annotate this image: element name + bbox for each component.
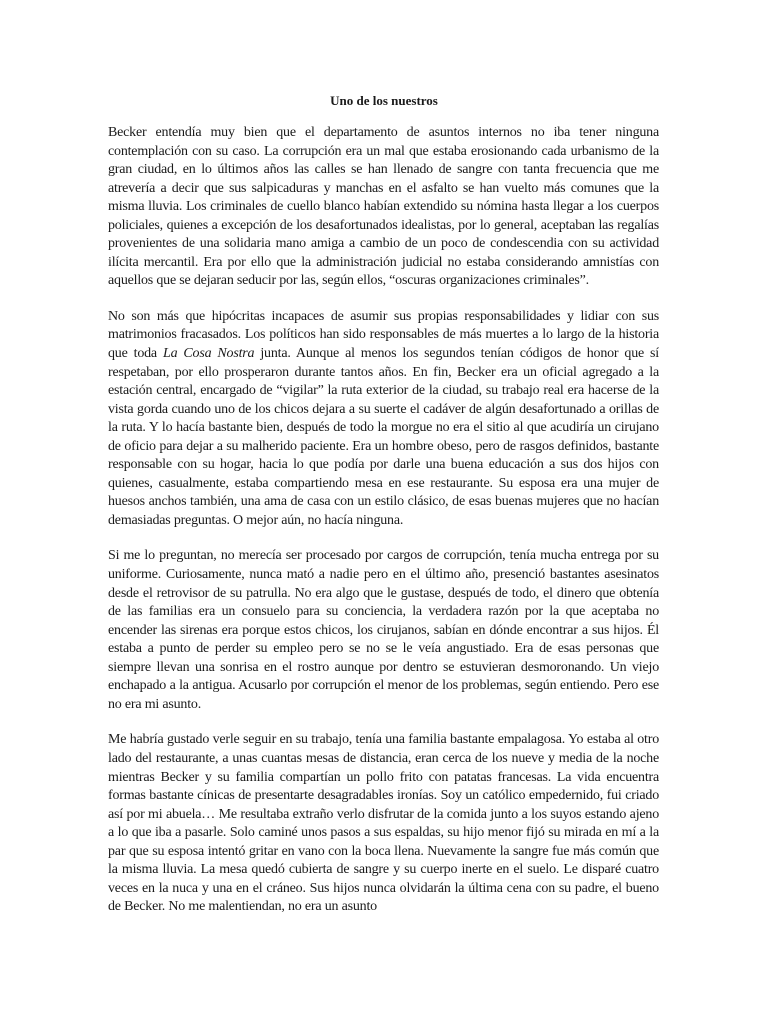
paragraph-text: No son más que hipócritas incapaces de asumir sus propias responsabilidades y lidiar con sus matrimonios fracasados. Los políticos han sido responsables de más muertes a lo largo de la historia que toda <box>108 308 659 362</box>
paragraph-text: Becker entendía muy bien que el departamento de asuntos internos no iba tener ninguna contemplación con su caso. La corrupción era un mal que estaba erosionando cada urbanismo de la gran ciudad, en lo últimos años las calles se han llenado de sangre con tanta frecuencia que me atrevería a decir que sus salpicaduras y manchas en el asfalto se han vuelto más comunes que la misma lluvia. Los criminales de cuello blanco habían extendido su nómina hasta llegar a los cuerpos policiales, quienes a excepción de los desafortunados idealistas, por lo general, aceptaban las regalías provenientes de una solidaria mano amiga a cambio de un poco de condescendia con su actividad ilícita mercantil. Era por ello que la administración judicial no estaba considerando amnistías con aquellos que se dejaran seducir por las, según ellos, “oscuras organizaciones criminales”. <box>108 125 659 289</box>
paragraph-2 <box>108 308 659 531</box>
paragraph-1 <box>108 124 659 291</box>
page-title: Uno de los nuestros <box>330 93 438 108</box>
paragraph-4 <box>108 731 659 916</box>
document-body <box>108 124 659 934</box>
paragraph-text: Me habría gustado verle seguir en su trabajo, tenía una familia bastante empalagosa. Yo estaba al otro lado del restaurante, a unas cuantas mesas de distancia, eran cerca de los nueve y media de la noche mientras Becker y su familia compartían un pollo frito con patatas francesas. La vida encuentra formas bastante cínicas de presentarte desagradables ironías. Soy un católico empedernido, fui criado así por mi abuela… Me resultaba extraño verlo disfrutar de la comida junto a los suyos estando ajeno a lo que iba a pasarle. Solo caminé unos pasos a sus espaldas, su hijo menor fijó su mirada en mí a la par que su esposa intentó gritar en vano con la boca llena. Nuevamente la sangre fue más común que la misma lluvia. La mesa quedó cubierta de sangre y su cuerpo inerte en el suelo. Le disparé cuatro veces en la nuca y una en el cráneo. Sus hijos nunca olvidarán la última cena con su padre, el bueno de Becker. No me malentiendan, no era un asunto <box>108 732 659 915</box>
italic-title: La Cosa Nostra <box>162 346 255 362</box>
paragraph-text: Si me lo preguntan, no merecía ser procesado por cargos de corrupción, tenía mucha entrega por su uniforme. Curiosamente, nunca mató a nadie pero en el último año, presenció bastantes asesinatos desde el retrovisor de su patrulla. No era algo que le gustase, después de todo, el dinero que obtenía de las familias era un consuelo para su conciencia, la verdadera razón por la que aceptaba no encender las sirenas era porque estos chicos, los cirujanos, sabían en dónde encontrar a sus hijos. Él estaba a punto de perder su empleo pero se no se le veía angustiado. Era de esas personas que siempre llevan una sonrisa en el rostro aunque por dentro se estuvieran desmoronando. Un viejo enchapado a la antigua. Acusarlo por corrupción el menor de los problemas, según entiendo. Pero ese no era mi asunto. <box>108 548 659 712</box>
paragraph-text: junta. Aunque al menos los segundos tenían códigos de honor que sí respetaban, por ello prosperaron durante tantos años. En fin, Becker era un oficial agregado a la estación central, encargado de “vigilar” la ruta exterior de la ciudad, su trabajo real era hacerse de la vista gorda cuando uno de los chicos dejara a su suerte el cadáver de algún desafortunado a orillas de la ruta. Y lo hacía bastante bien, después de todo la morgue no era el sitio al que acudiría un cirujano de oficio para dejar a su malherido paciente. Era un hombre obeso, pero de rasgos definidos, bastante responsable con su hogar, hacia lo que podía por darle una buena educación a sus dos hijos con quienes, casualmente, estaba compartiendo mesa en ese restaurante. Su esposa era una mujer de huesos anchos también, una ama de casa con un estilo clásico, de esas buenas mujeres que no hacían demasiadas preguntas. O mejor aún, no hacía ninguna. <box>108 346 659 528</box>
paragraph-3 <box>108 547 659 714</box>
